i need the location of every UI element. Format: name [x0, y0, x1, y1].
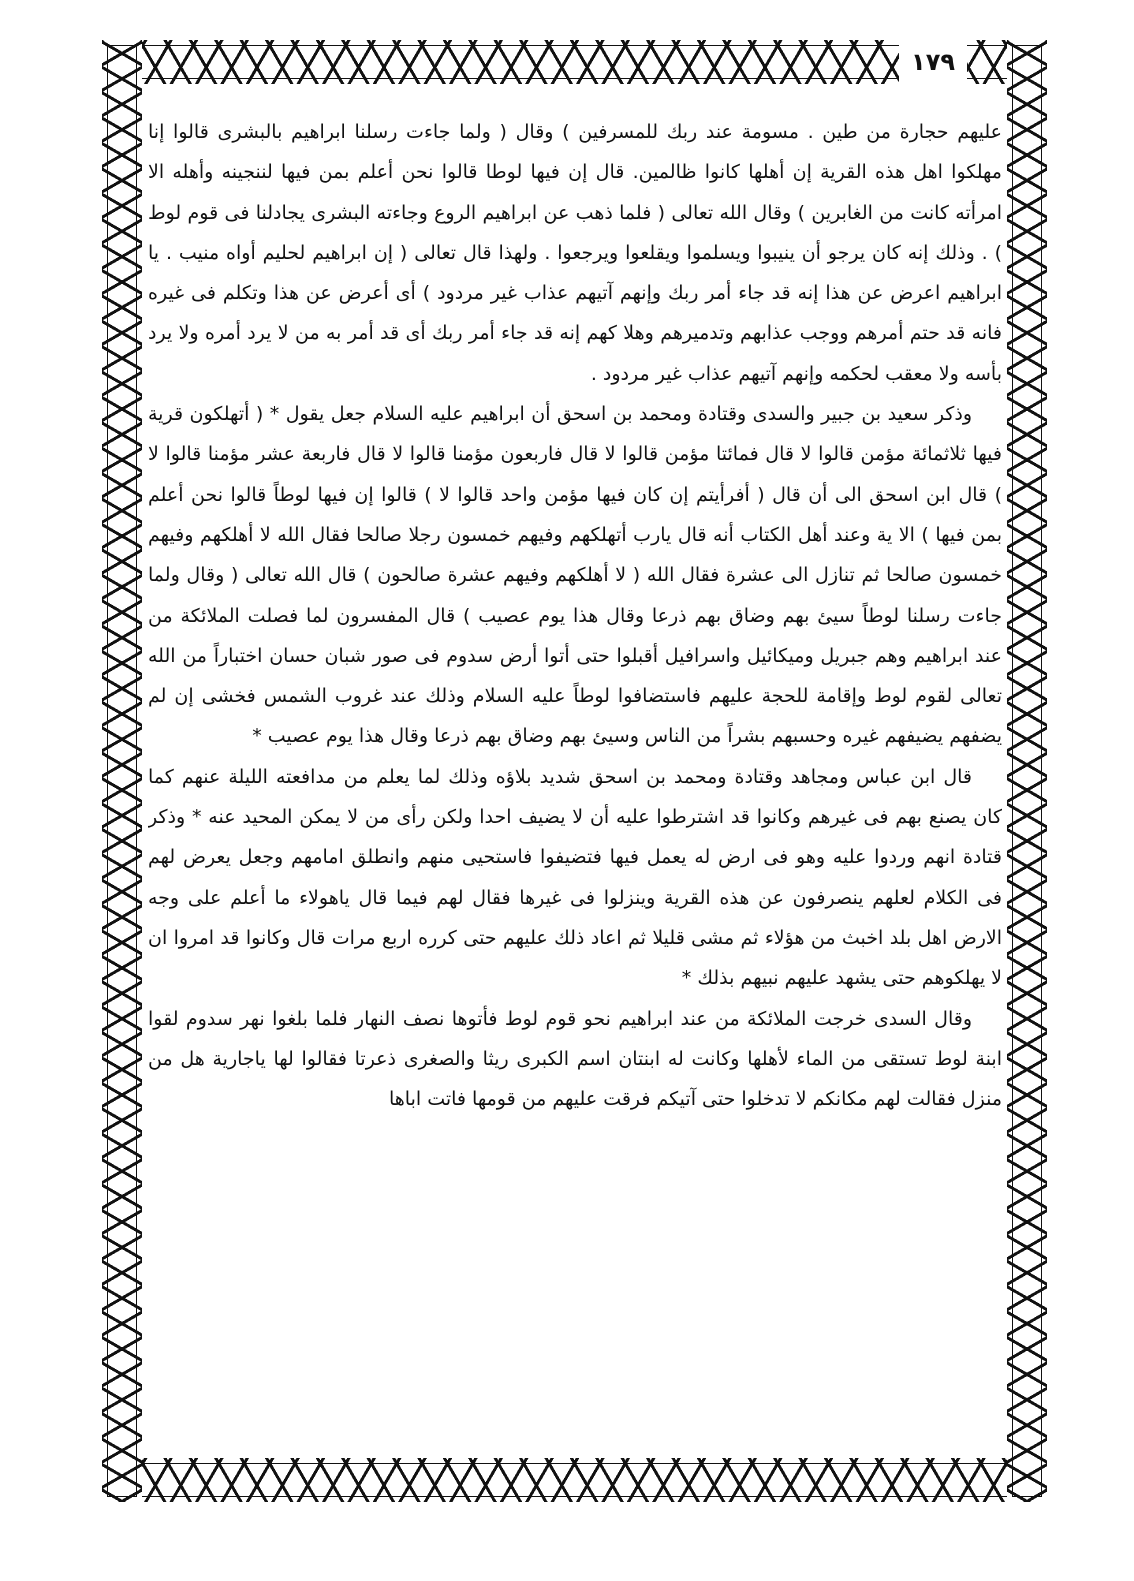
paragraph-4: وقال السدى خرجت الملائكة من عند ابراهيم نحو قوم لوط فأتوها نصف النهار فلما بلغوا نهر سدوم لقوا ابنة لوط تستقى من الماء لأهلها وكانت له ابنتان اسم الكبرى ريثا والصغرى ذعرتا فقالوا لها ياجارية هل من منزل فقالت لهم مكانكم لا تدخلوا حتى آتيكم فرقت عليهم من قومها فاتت اباها [148, 1007, 1002, 1111]
page-body-text [148, 112, 1002, 1462]
paragraph-3: قال ابن عباس ومجاهد وقتادة ومحمد بن اسحق شديد بلاؤه وذلك لما يعلم من مدافعته الليلة عنهم كما كان يصنع بهم فى غيرهم وكانوا قد اشترطوا عليه أن لا يضيف احدا ولكن رأى من لا يمكن المحيد عنه * وذكر قتادة انهم وردوا عليه وهو فى ارض له يعمل فيها فتضيفوا فاستحيى منهم وانطلق امامهم وجعل يعرض لهم فى الكلام لعلهم ينصرفون عن هذه القرية وينزلوا فى غيرها فقال لهم فيما قال ياهولاء ما أعلم على وجه الارض اهل بلد اخبث من هؤلاء ثم مشى قليلا ثم اعاد ذلك عليهم حتى كرره اربع مرات قال وكانوا قد امروا ان لا يهلكوهم حتى يشهد عليهم نبيهم بذلك * [148, 765, 1002, 990]
ornamental-border-left [102, 40, 142, 1502]
paragraph-1: عليهم حجارة من طين . مسومة عند ربك للمسرفين ) وقال ( ولما جاءت رسلنا ابراهيم بالبشرى قالوا إنا مهلكوا اهل هذه القرية إن أهلها كانوا ظالمين. قال إن فيها لوطا قالوا نحن أعلم بمن فيها لننجينه وأهله الا امرأته كانت من الغابرين ) وقال الله تعالى ( فلما ذهب عن ابراهيم الروع وجاءته البشرى يجادلنا فى قوم لوط ) . وذلك إنه كان يرجو أن ينيبوا ويسلموا ويقلعوا ويرجعوا . ولهذا قال تعالى ( إن ابراهيم لحليم أواه منيب . يا ابراهيم اعرض عن هذا إنه قد جاء أمر ربك وإنهم آتيهم عذاب غير مردود ) أى أعرض عن هذا وتكلم فى غيره فانه قد حتم أمرهم ووجب عذابهم وتدميرهم وهلا كهم إنه قد جاء أمر ربك أى قد أمر به من لا يرد أمره ولا يرد بأسه ولا معقب لحكمه وإنهم آتيهم عذاب غير مردود . [148, 121, 1002, 385]
ornamental-border-right [1007, 40, 1047, 1502]
ornamental-border-bottom [102, 1458, 1047, 1502]
page-number: ١٧٩ [899, 40, 967, 84]
paragraph-2: وذكر سعيد بن جبير والسدى وقتادة ومحمد بن اسحق أن ابراهيم عليه السلام جعل يقول * ( أتهلكون قرية فيها ثلاثمائة مؤمن قالوا لا قال فمائتا مؤمن قالوا لا قال فاربعون مؤمنا قالوا لا قال فاربعة عشر مؤمنا قالوا لا ) قال ابن اسحق الى أن قال ( أفرأيتم إن كان فيها مؤمن واحد قالوا لا ) قالوا إن فيها لوطاً قالوا نحن أعلم بمن فيها ) الا ية وعند أهل الكتاب أنه قال يارب أتهلكهم وفيهم خمسون رجلا صالحا فقال الله لا أهلكهم وفيهم خمسون صالحا ثم تنازل الى عشرة فقال الله ( لا أهلكهم وفيهم عشرة صالحون ) قال الله تعالى ( وقال ولما جاءت رسلنا لوطاً سيئ بهم وضاق بهم ذرعا وقال هذا يوم عصيب ) قال المفسرون لما فصلت الملائكة من عند ابراهيم وهم جبريل وميكائيل واسرافيل أقبلوا حتى أتوا أرض سدوم فى صور شبان حسان اختباراً من الله تعالى لقوم لوط وإقامة للحجة عليهم فاستضافوا لوطاً عليه السلام وذلك عند غروب الشمس فخشى إن لم يضفهم يضيفهم غيره وحسبهم بشراً من الناس وسيئ بهم وضاق بهم ذرعا وقال هذا يوم عصيب * [148, 403, 1002, 748]
